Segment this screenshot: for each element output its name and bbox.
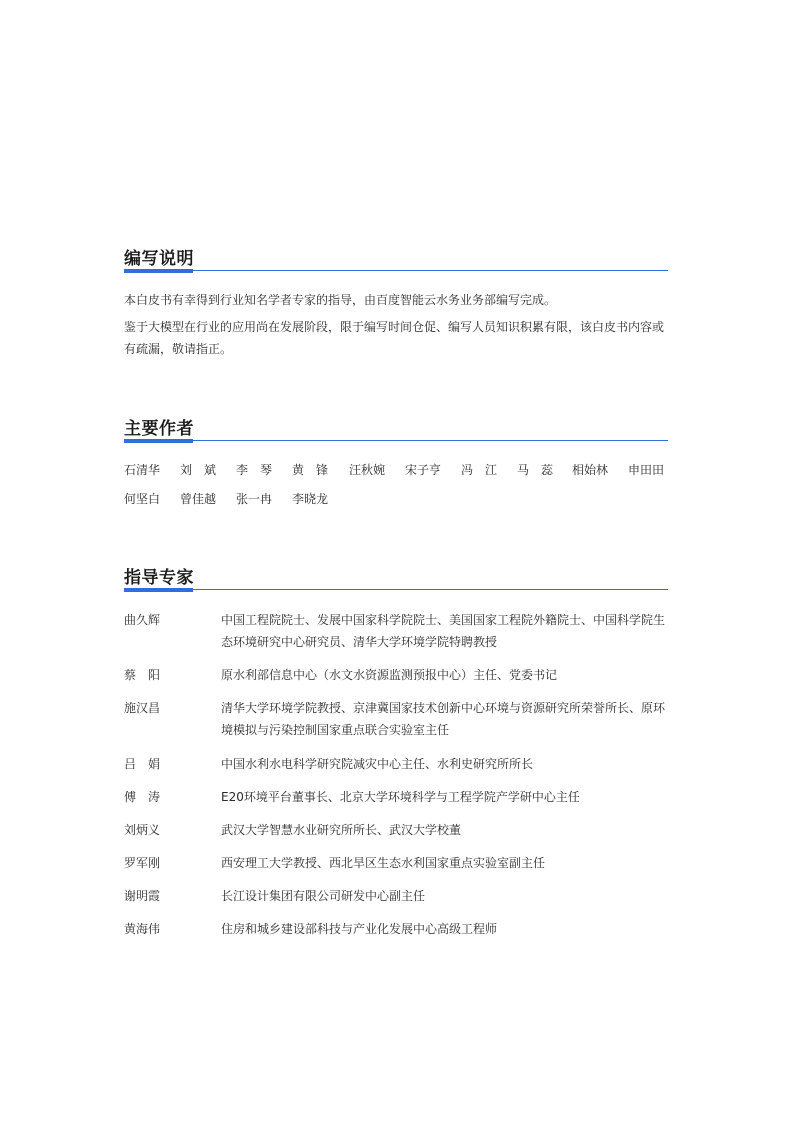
- expert-name: 黄海伟: [124, 922, 161, 936]
- author-name: 李 琴: [236, 463, 273, 477]
- expert-name: 蔡 阳: [124, 668, 161, 682]
- section-accent-bar: [124, 588, 193, 592]
- paragraph: 本白皮书有幸得到行业知名学者专家的指导，由百度智能云水务业务部编写完成。: [124, 293, 557, 307]
- author-name: 刘 斌: [180, 463, 217, 477]
- expert-title: 住房和城乡建设部科技与产业化发展中心高级工程师: [221, 922, 498, 936]
- expert-title: 原水利部信息中心（水文水资源监测预报中心）主任、党委书记: [221, 668, 558, 682]
- author-name: 相始林: [572, 463, 609, 477]
- expert-name: 罗军刚: [124, 856, 161, 870]
- experts-section: [124, 568, 668, 936]
- paragraph: 鉴于大模型在行业的应用尚在发展阶段，限于编写时间仓促、编写人员知识积累有限，该白皮书内容或有疏漏，敬请指正。: [124, 320, 665, 356]
- author-name: 黄 锋: [292, 463, 329, 477]
- expert-name: 吕 娟: [124, 757, 161, 771]
- author-name: 马 蕊: [517, 463, 554, 477]
- expert-title: 武汉大学智慧水业研究所所长、武汉大学校董: [221, 823, 462, 837]
- expert-title: E20环境平台董事长、北京大学环境科学与工程学院产学研中心主任: [221, 790, 580, 804]
- author-name: 汪秋婉: [349, 463, 386, 477]
- author-name: 冯 江: [461, 463, 498, 477]
- expert-name: 傅 涛: [124, 790, 161, 804]
- author-name: 申田田: [628, 463, 665, 477]
- section-accent-bar: [124, 269, 193, 273]
- section-header: [124, 568, 668, 592]
- expert-title: 中国水利水电科学研究院减灾中心主任、水利史研究所所长: [221, 757, 534, 771]
- section-header: [124, 419, 668, 443]
- expert-name: 曲久辉: [124, 613, 161, 627]
- main-authors-section: [124, 419, 668, 510]
- expert-name: 施汉昌: [124, 701, 161, 715]
- expert-title: 清华大学环境学院教授、京津冀国家技术创新中心环境与资源研究所荣誉所长、原环境模拟与污染控制国家重点联合实验室主任: [221, 701, 666, 737]
- author-name: 曾佳越: [180, 492, 217, 506]
- author-row: [124, 459, 668, 481]
- section-title: 主要作者: [124, 419, 194, 439]
- expert-title: 中国工程院院士、发展中国家科学院院士、美国国家工程院外籍院士、中国科学院生态环境研究中心研究员、清华大学环境学院特聘教授: [221, 613, 666, 649]
- section-header: [124, 249, 668, 273]
- author-name: 宋子亨: [405, 463, 442, 477]
- section-divider: [124, 589, 668, 590]
- section-accent-bar: [124, 439, 193, 443]
- expert-name: 刘炳义: [124, 823, 161, 837]
- author-name: 张一冉: [236, 492, 273, 506]
- section-title: 编写说明: [124, 249, 194, 269]
- writing-notes-section: [124, 249, 668, 360]
- section-divider: [124, 270, 668, 271]
- author-name: 何坚白: [124, 492, 161, 506]
- section-divider: [124, 440, 668, 441]
- expert-title: 长江设计集团有限公司研发中心副主任: [221, 889, 426, 903]
- expert-name: 谢明霞: [124, 889, 161, 903]
- author-name: 石清华: [124, 463, 161, 477]
- author-name: 李晓龙: [292, 492, 329, 506]
- expert-title: 西安理工大学教授、西北旱区生态水利国家重点实验室副主任: [221, 856, 546, 870]
- section-title: 指导专家: [124, 568, 194, 588]
- author-row: [124, 488, 668, 510]
